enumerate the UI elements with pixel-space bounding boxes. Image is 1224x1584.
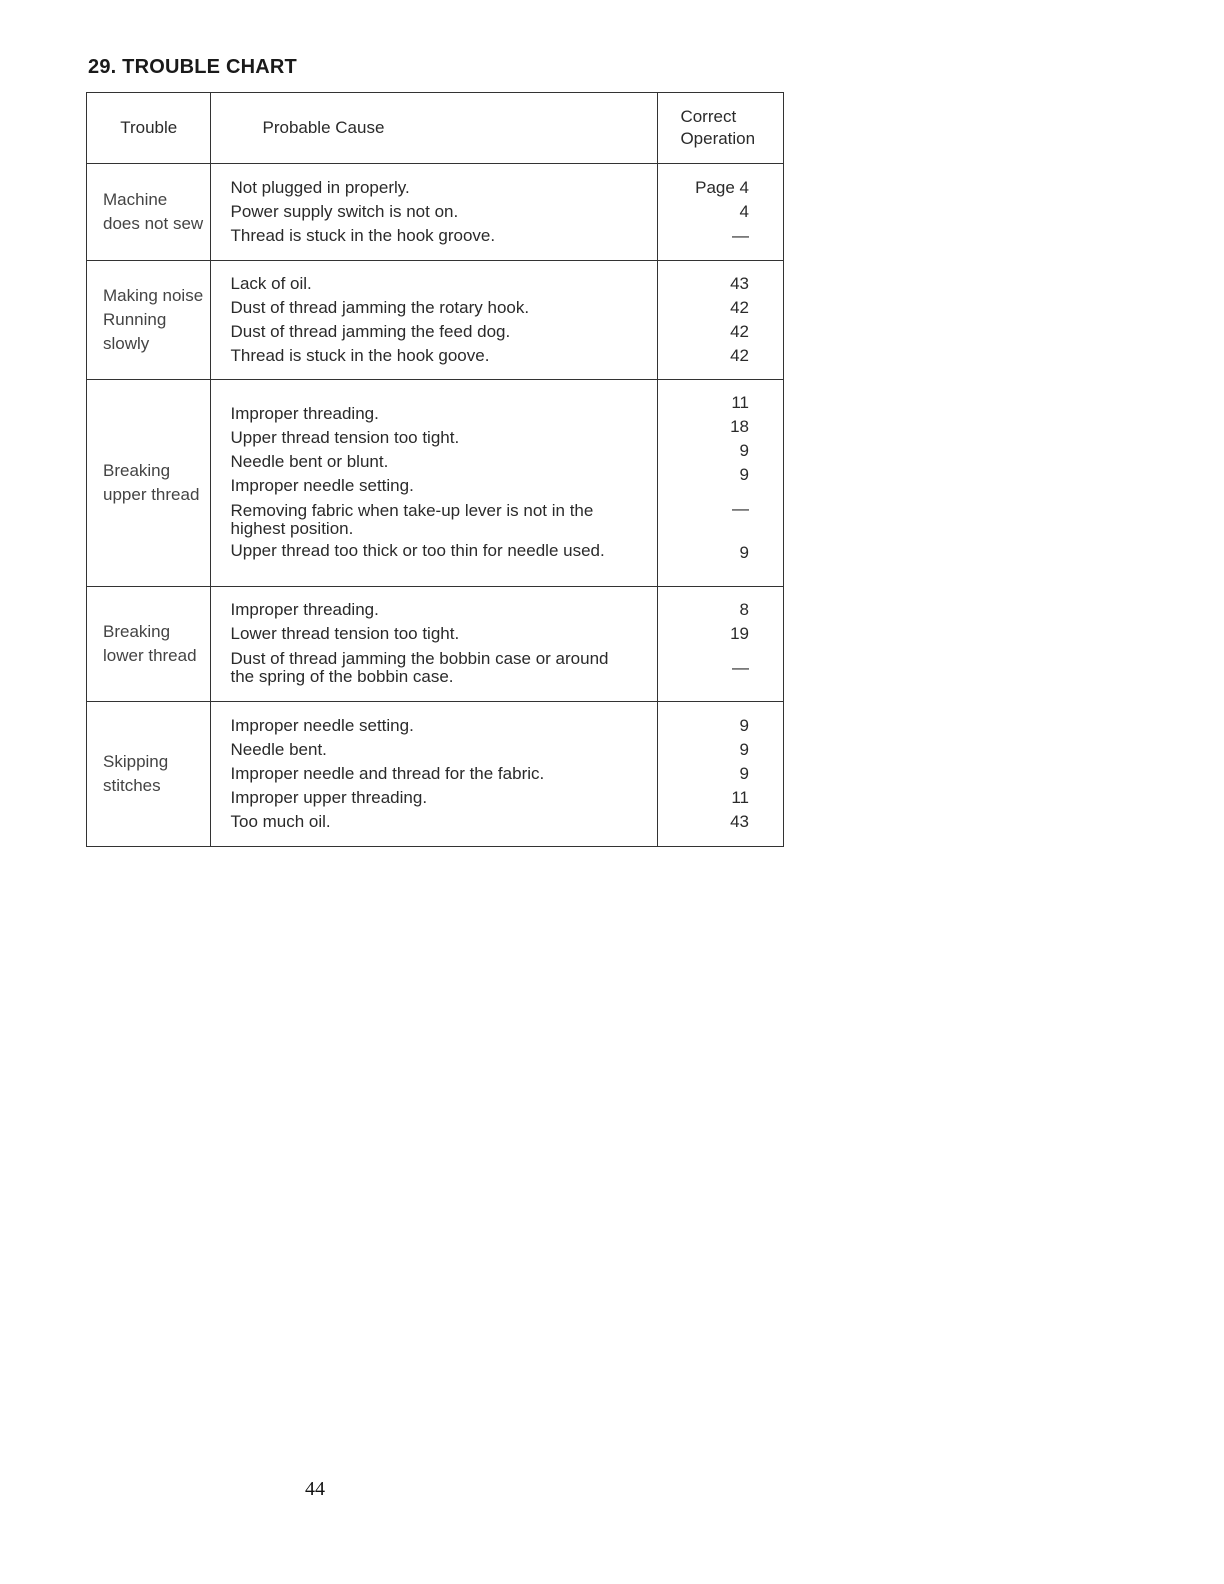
pages-cell — [658, 702, 784, 847]
cause-text: Lack of oil. — [230, 274, 312, 293]
section-title: 29. TROUBLE CHART — [88, 56, 297, 78]
cause-text: Improper upper threading. — [230, 788, 428, 807]
cause-text: Improper needle setting. — [230, 716, 414, 735]
cause-text: Upper thread tension too tight. — [230, 428, 460, 447]
trouble-cell — [87, 702, 211, 847]
page-ref: 43 — [730, 812, 749, 831]
page-ref: 9 — [739, 465, 749, 484]
cause-text: Not plugged in properly. — [230, 178, 410, 197]
cause-cell — [211, 587, 658, 702]
cause-cell — [211, 164, 658, 261]
page-ref: 9 — [739, 441, 749, 460]
header-correct-line2: Operation — [680, 129, 756, 148]
cause-text: Thread is stuck in the hook goove. — [230, 346, 490, 365]
pages-cell — [658, 587, 784, 702]
page-ref: 9 — [739, 543, 749, 562]
header-row — [87, 93, 784, 164]
cause-text: Dust of thread jamming the feed dog. — [230, 322, 511, 341]
page-ref: Page 4 — [695, 178, 749, 197]
trouble-text: Breaking — [103, 622, 171, 641]
header-correct-operation — [658, 93, 784, 164]
trouble-text: Breaking — [103, 461, 171, 480]
cause-cell — [211, 702, 658, 847]
pages-cell — [658, 164, 784, 261]
table-row — [87, 164, 784, 261]
page-ref: 43 — [730, 274, 749, 293]
page-ref: 11 — [731, 393, 749, 412]
cause-text: Needle bent. — [230, 740, 327, 759]
trouble-text: Skipping — [103, 752, 169, 771]
cause-text: Improper threading. — [230, 600, 379, 619]
trouble-text: does not sew — [103, 214, 204, 233]
page-ref: 8 — [739, 600, 749, 619]
trouble-text: Making noise — [103, 286, 204, 305]
page-ref: 18 — [730, 417, 749, 436]
trouble-text: upper thread — [103, 485, 200, 504]
page-ref: 9 — [739, 740, 749, 759]
trouble-text: Machine — [103, 190, 168, 209]
cause-text: Dust of thread jamming the bobbin case or around the spring of the bobbin case. — [230, 649, 609, 686]
cause-cell — [211, 380, 658, 587]
trouble-text: lower thread — [103, 646, 197, 665]
trouble-cell — [87, 587, 211, 702]
table-row — [87, 702, 784, 847]
page-ref: 4 — [739, 202, 749, 221]
table-row — [87, 587, 784, 702]
trouble-cell — [87, 261, 211, 380]
trouble-chart-table — [86, 92, 784, 847]
cause-cell — [211, 261, 658, 380]
page-ref: 42 — [730, 298, 749, 317]
cause-text: Improper needle setting. — [230, 476, 414, 495]
page-ref: — — [732, 658, 749, 677]
trouble-text: Running slowly — [103, 310, 167, 353]
page-ref: 9 — [739, 764, 749, 783]
header-correct-line1: Correct — [680, 107, 737, 126]
page-ref: 11 — [731, 788, 749, 807]
cause-text: Improper threading. — [230, 404, 379, 423]
page-ref: — — [732, 499, 749, 518]
header-trouble: Trouble — [87, 93, 211, 164]
trouble-text: stitches — [103, 776, 161, 795]
page-number: 44 — [305, 1478, 325, 1500]
cause-text: Power supply switch is not on. — [230, 202, 459, 221]
cause-text: Removing fabric when take-up lever is not in the highest position. — [230, 501, 594, 538]
pages-cell — [658, 380, 784, 587]
cause-text: Needle bent or blunt. — [230, 452, 389, 471]
cause-text: Thread is stuck in the hook groove. — [230, 226, 496, 245]
page-ref: 42 — [730, 322, 749, 341]
cause-text: Dust of thread jamming the rotary hook. — [230, 298, 530, 317]
header-probable-cause: Probable Cause — [211, 93, 658, 164]
cause-text: Improper needle and thread for the fabric. — [230, 764, 545, 783]
table-row — [87, 261, 784, 380]
trouble-cell — [87, 380, 211, 587]
table-row — [87, 380, 784, 587]
page-ref: 9 — [739, 716, 749, 735]
page-ref: 19 — [730, 624, 749, 643]
pages-cell — [658, 261, 784, 380]
page-ref: 42 — [730, 346, 749, 365]
page-ref: — — [732, 226, 749, 245]
trouble-cell — [87, 164, 211, 261]
cause-text: Lower thread tension too tight. — [230, 624, 460, 643]
cause-text: Too much oil. — [230, 812, 331, 831]
cause-text: Upper thread too thick or too thin for needle used. — [230, 541, 605, 560]
